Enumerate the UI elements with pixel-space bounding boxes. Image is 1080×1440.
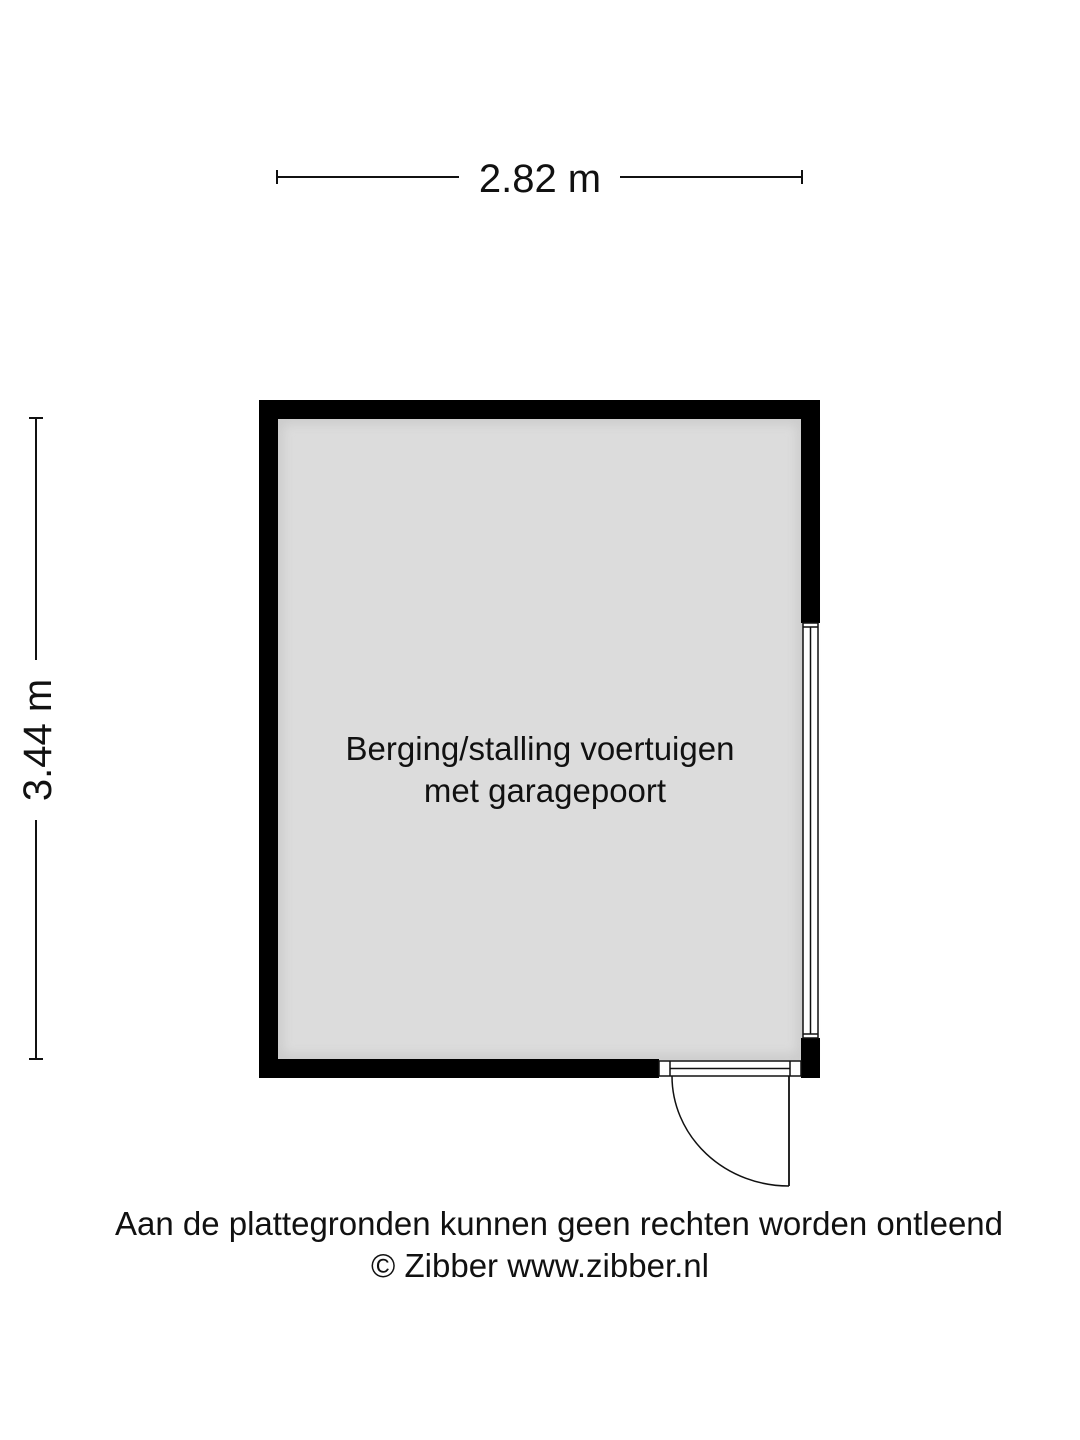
door-swing-arc: [672, 1076, 789, 1186]
height-dimension: [16, 418, 60, 1059]
width-dimension: [277, 157, 802, 201]
garage-door: [803, 623, 818, 1038]
disclaimer-text: Aan de plattegronden kunnen geen rechten worden ontleend: [114, 1205, 1004, 1242]
width-dimension-label: 2.82 m: [478, 157, 602, 201]
copyright-text: © Zibber www.zibber.nl: [371, 1247, 709, 1284]
entrance-door: [659, 1061, 801, 1186]
room-storage: [259, 400, 820, 1186]
room-label-line-2: met garagepoort: [423, 772, 667, 809]
height-dimension-label: 3.44 m: [16, 678, 60, 802]
room-label-line-1: Berging/stalling voertuigen: [345, 730, 735, 767]
